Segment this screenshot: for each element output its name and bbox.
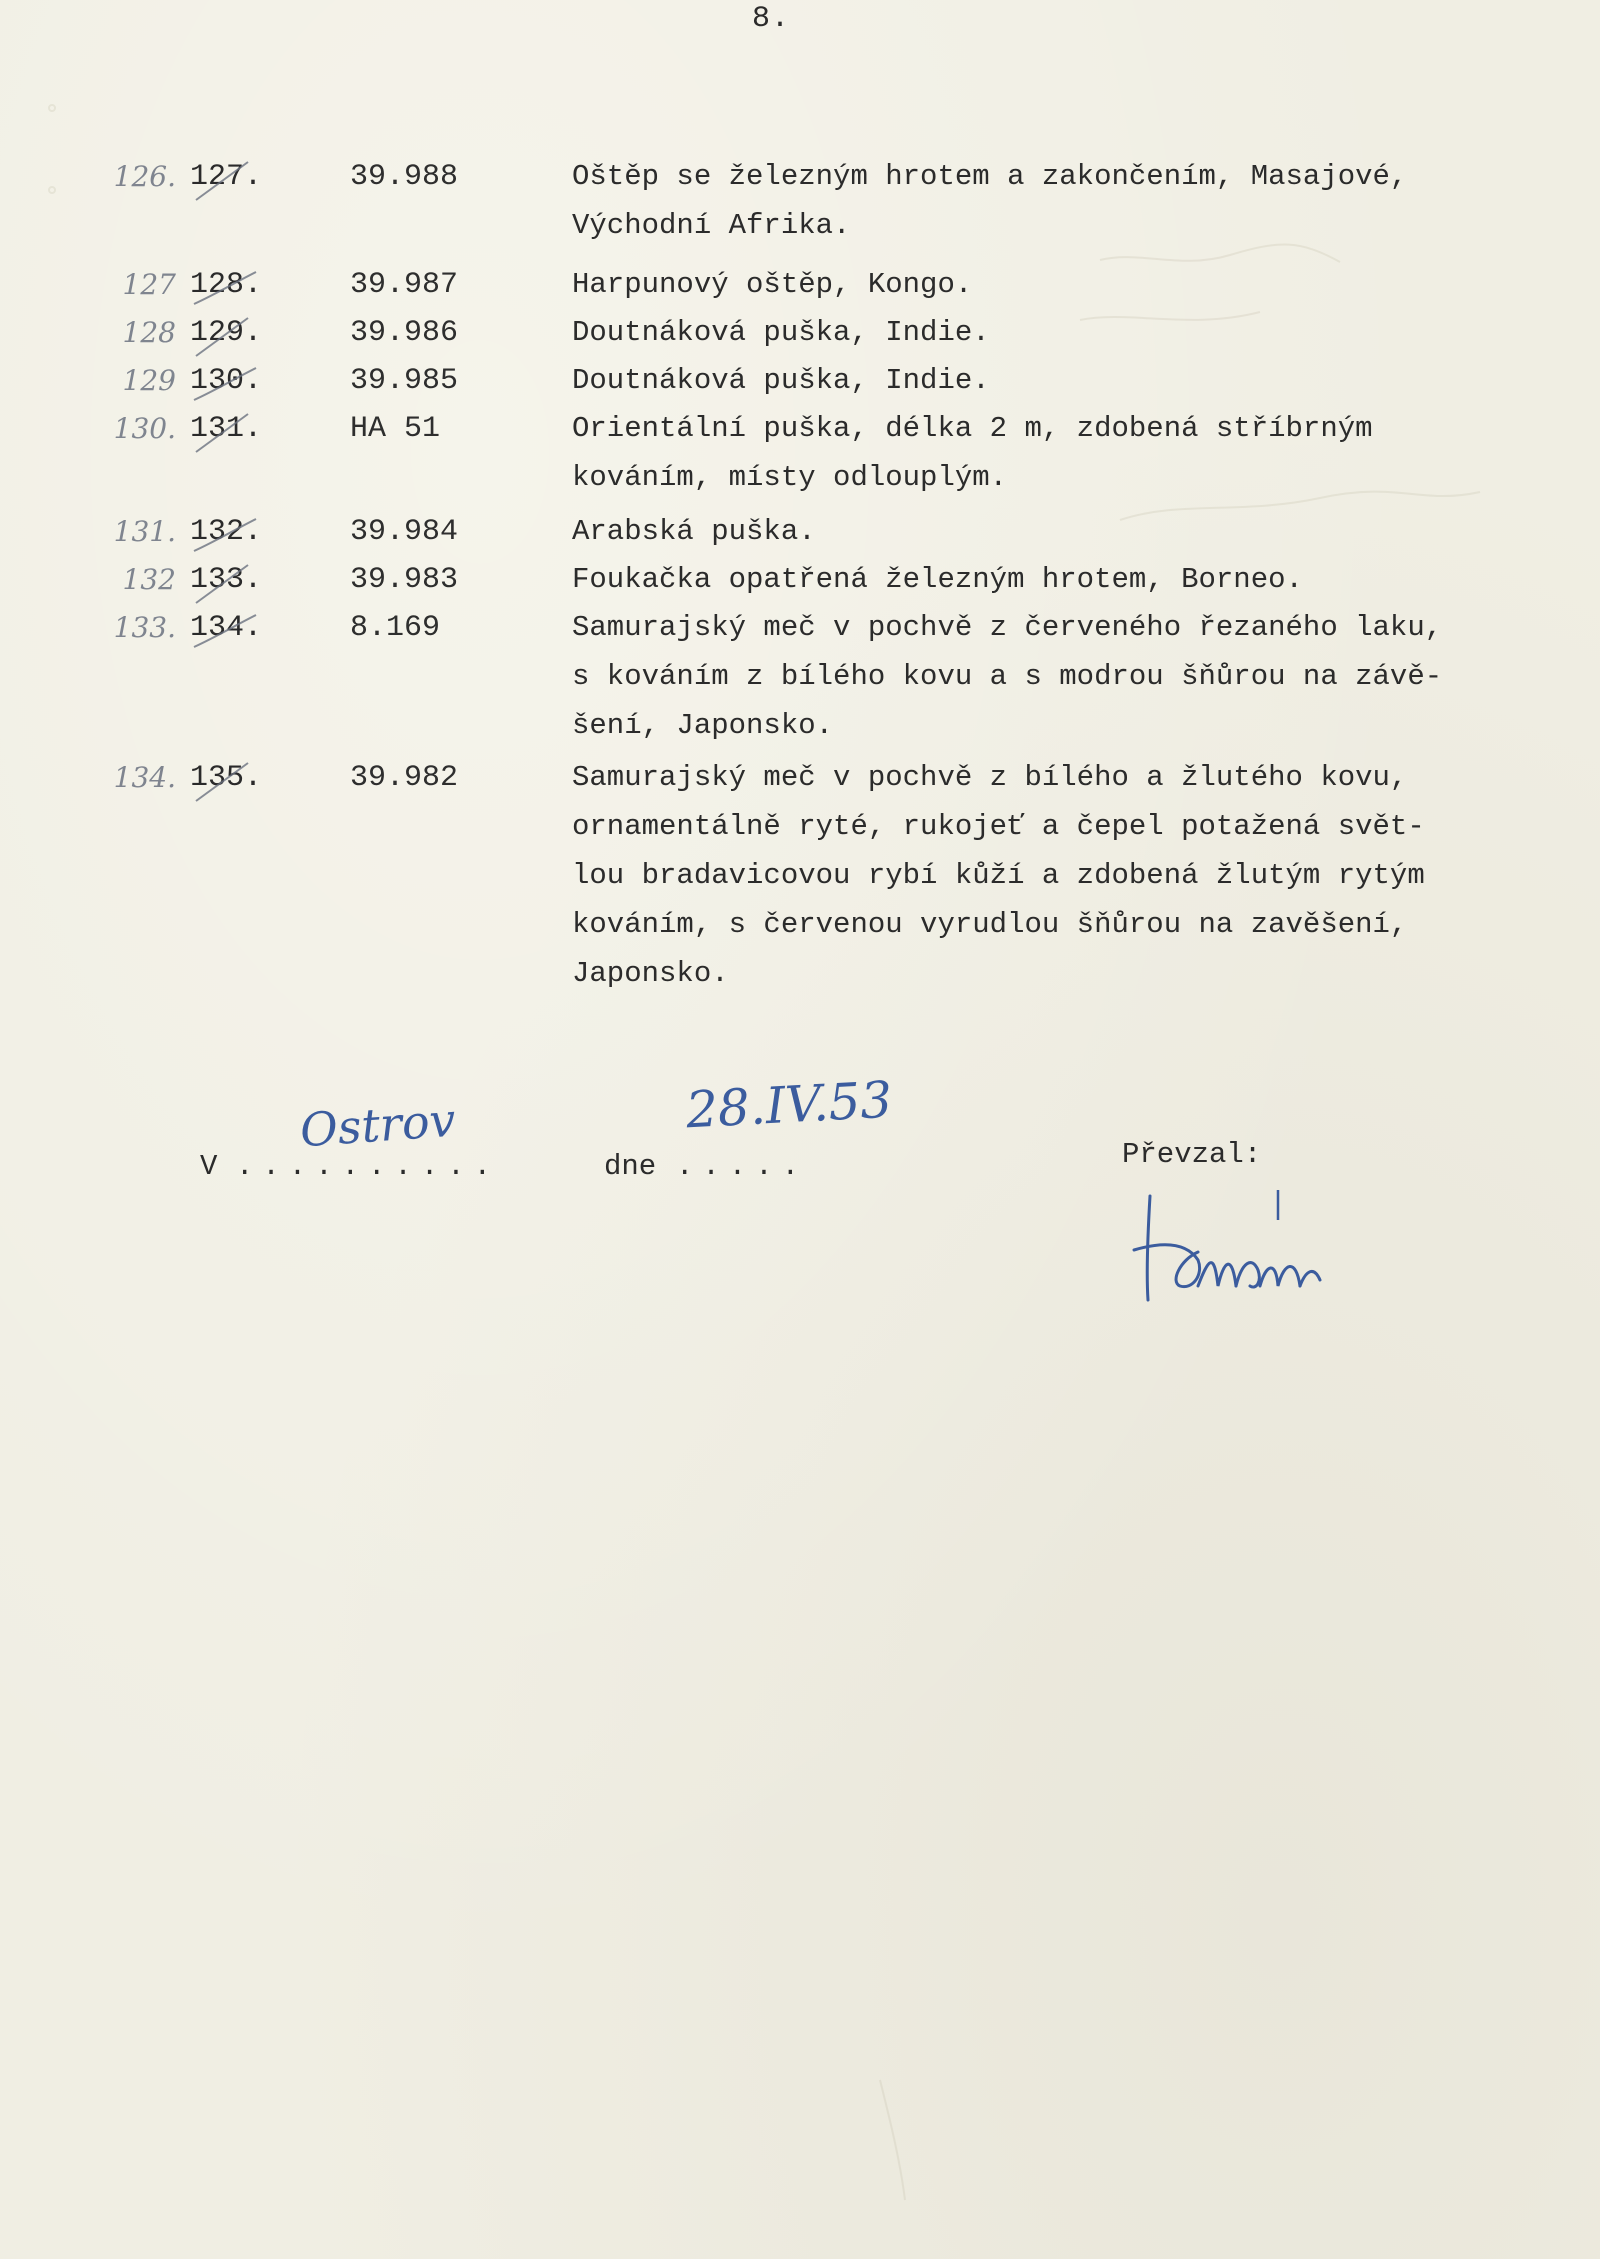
description-line: kováním, místy odlouplým. (572, 461, 1008, 494)
item-description (572, 260, 1572, 309)
date-label: dne (604, 1150, 657, 1183)
original-item-number: 131. (190, 412, 263, 446)
description-line: šení, Japonsko. (572, 709, 834, 742)
pencil-corrected-number: 126. (113, 160, 176, 193)
handwritten-date: 28.IV.53 (684, 1070, 894, 1140)
description-line: Doutnáková puška, Indie. (572, 364, 990, 397)
inventory-number: 39.983 (350, 563, 459, 597)
pencil-corrected-number: 133. (113, 611, 176, 644)
description-line: ornamentálně ryté, rukojeť a čepel potažená svět- (572, 810, 1425, 843)
handwritten-place: Ostrov (298, 1092, 458, 1158)
original-item-number: 135. (190, 761, 263, 795)
pencil-corrected-number: 132 (122, 563, 176, 596)
description-line: Arabská puška. (572, 515, 816, 548)
place-dots: .......... (236, 1150, 501, 1183)
item-description (572, 603, 1572, 750)
received-by-label: Převzal: (1122, 1138, 1262, 1171)
date-dots: ..... (676, 1150, 809, 1183)
original-item-number: 130. (190, 364, 263, 398)
inventory-number: 39.982 (350, 761, 459, 795)
original-item-number: 132. (190, 515, 263, 549)
item-description (572, 753, 1572, 998)
inventory-number: 39.984 (350, 515, 459, 549)
item-description (572, 308, 1572, 357)
description-line: Oštěp se železným hrotem a zakončením, Masajové, (572, 160, 1408, 193)
item-description (572, 555, 1572, 604)
pencil-corrected-number: 131. (113, 515, 176, 548)
description-line: Doutnáková puška, Indie. (572, 316, 990, 349)
original-item-number: 134. (190, 611, 263, 645)
description-line: Foukačka opatřená železným hrotem, Borneo. (572, 563, 1303, 596)
original-item-number: 128. (190, 268, 263, 302)
description-line: s kováním z bílého kovu a s modrou šňůrou na závě- (572, 660, 1443, 693)
inventory-number: 39.986 (350, 316, 459, 350)
page-number: 8. (752, 2, 791, 36)
inventory-number: 8.169 (350, 611, 441, 645)
item-description (572, 404, 1572, 502)
pencil-corrected-number: 134. (113, 761, 176, 794)
description-line: Orientální puška, délka 2 m, zdobená stříbrným (572, 412, 1373, 445)
place-label: V (200, 1150, 218, 1183)
inventory-number: 39.987 (350, 268, 459, 302)
inventory-number: 39.985 (350, 364, 459, 398)
description-line: Samurajský meč v pochvě z červeného řezaného laku, (572, 611, 1443, 644)
original-item-number: 127. (190, 160, 263, 194)
description-line: Samurajský meč v pochvě z bílého a žlutého kovu, (572, 761, 1408, 794)
pencil-corrected-number: 127 (122, 268, 176, 301)
description-line: Harpunový oštěp, Kongo. (572, 268, 973, 301)
description-line: Východní Afrika. (572, 209, 851, 242)
inventory-number: HA 51 (350, 412, 441, 446)
pencil-corrected-number: 130. (113, 412, 176, 445)
item-description (572, 507, 1572, 556)
item-description (572, 152, 1572, 250)
description-line: kováním, s červenou vyrudlou šňůrou na zavěšení, (572, 908, 1408, 941)
item-description (572, 356, 1572, 405)
original-item-number: 129. (190, 316, 263, 350)
pencil-corrected-number: 128 (122, 316, 176, 349)
description-line: Japonsko. (572, 957, 729, 990)
original-item-number: 133. (190, 563, 263, 597)
description-line: lou bradavicovou rybí kůží a zdobená žlutým rytým (572, 859, 1425, 892)
handwritten-signature (1128, 1190, 1348, 1310)
inventory-number: 39.988 (350, 160, 459, 194)
pencil-corrected-number: 129 (122, 364, 176, 397)
